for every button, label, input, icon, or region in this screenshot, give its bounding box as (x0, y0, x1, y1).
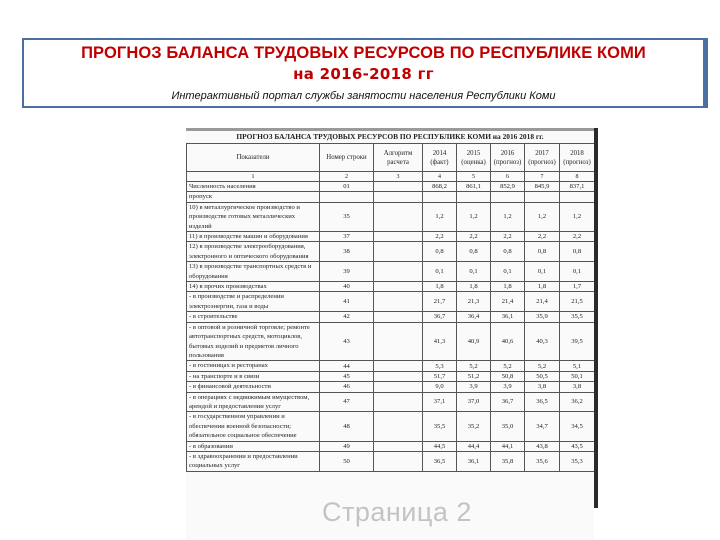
value-cell: 36,5 (423, 451, 457, 471)
slide-title-years: на 2016-2018 гг (293, 65, 434, 83)
value-cell (491, 192, 525, 202)
table-row (187, 451, 595, 471)
indicator-cell: - в образовании (187, 441, 320, 451)
algorithm-cell (374, 322, 423, 361)
value-cell: 852,9 (491, 182, 525, 192)
row-number-cell: 49 (320, 441, 374, 451)
value-cell (423, 192, 457, 202)
value-cell: 1,8 (491, 282, 525, 292)
row-number-cell (320, 192, 374, 202)
value-cell: 35,5 (423, 412, 457, 441)
algorithm-cell (374, 371, 423, 381)
table-row (187, 242, 595, 262)
value-cell: 35,0 (491, 412, 525, 441)
indicator-cell: 13) в производстве транспортных средств и оборудования (187, 262, 320, 282)
table-row (187, 192, 595, 202)
value-cell: 1,8 (457, 282, 491, 292)
algorithm-cell (374, 292, 423, 312)
value-cell: 0,8 (423, 242, 457, 262)
header-year: 2015 (оценка) (457, 144, 491, 172)
row-number-cell: 37 (320, 232, 374, 242)
row-number-cell: 44 (320, 361, 374, 371)
header-year: 2016 (прогноз) (491, 144, 525, 172)
value-cell: 2,2 (525, 232, 560, 242)
value-cell: 35,5 (560, 312, 595, 322)
value-cell: 1,2 (560, 202, 595, 231)
header-algorithm: Алгоритм расчета (374, 144, 423, 172)
row-number-cell: 50 (320, 451, 374, 471)
value-cell: 35,8 (491, 451, 525, 471)
value-cell: 1,8 (525, 282, 560, 292)
value-cell: 0,1 (560, 262, 595, 282)
algorithm-cell (374, 412, 423, 441)
row-number-cell: 41 (320, 292, 374, 312)
value-cell: 21,4 (491, 292, 525, 312)
value-cell: 21,3 (457, 292, 491, 312)
value-cell: 34,7 (525, 412, 560, 441)
value-cell: 34,5 (560, 412, 595, 441)
row-number-cell: 43 (320, 322, 374, 361)
algorithm-cell (374, 262, 423, 282)
algorithm-cell (374, 242, 423, 262)
table-row (187, 322, 595, 361)
value-cell: 43,5 (560, 441, 595, 451)
header-row-number: Номер строки (320, 144, 374, 172)
value-cell: 36,4 (457, 312, 491, 322)
value-cell (560, 192, 595, 202)
value-cell: 43,8 (525, 441, 560, 451)
value-cell: 1,8 (423, 282, 457, 292)
algorithm-cell (374, 182, 423, 192)
row-number-cell: 47 (320, 392, 374, 412)
value-cell: 51,7 (423, 371, 457, 381)
value-cell: 2,2 (457, 232, 491, 242)
value-cell: 35,6 (525, 451, 560, 471)
value-cell: 5,2 (457, 361, 491, 371)
table-row (187, 232, 595, 242)
value-cell: 50,5 (525, 371, 560, 381)
value-cell: 1,2 (457, 202, 491, 231)
value-cell: 37,1 (423, 392, 457, 412)
value-cell: 1,2 (525, 202, 560, 231)
indicator-cell: Численность населения (187, 182, 320, 192)
value-cell: 37,0 (457, 392, 491, 412)
value-cell: 21,5 (560, 292, 595, 312)
indicator-cell: - в строительстве (187, 312, 320, 322)
value-cell: 2,2 (491, 232, 525, 242)
value-cell: 5,3 (423, 361, 457, 371)
table-row (187, 382, 595, 392)
page-watermark: Страница 2 (322, 497, 472, 527)
table-row (187, 441, 595, 451)
value-cell: 50,8 (491, 371, 525, 381)
table-row (187, 412, 595, 441)
value-cell: 5,2 (525, 361, 560, 371)
document-right-edge (594, 128, 598, 508)
indicator-cell: - в операциях с недвижимым имуществом, арендой и предоставлении услуг (187, 392, 320, 412)
table-row (187, 282, 595, 292)
algorithm-cell (374, 392, 423, 412)
value-cell: 1,2 (423, 202, 457, 231)
indicator-cell: - на транспорте и в связи (187, 371, 320, 381)
indicator-cell: пропуск (187, 192, 320, 202)
value-cell: 1,7 (560, 282, 595, 292)
scanned-document (186, 131, 594, 540)
indicator-cell: - в гостиницах и ресторанах (187, 361, 320, 371)
value-cell: 2,2 (560, 232, 595, 242)
value-cell: 1,2 (491, 202, 525, 231)
value-cell: 40,3 (525, 322, 560, 361)
row-number-cell: 42 (320, 312, 374, 322)
value-cell: 5,1 (560, 361, 595, 371)
value-cell (457, 192, 491, 202)
value-cell: 0,1 (423, 262, 457, 282)
value-cell: 3,9 (457, 382, 491, 392)
indicator-cell: 12) в производстве электрооборудования, электронного и оптического оборудования (187, 242, 320, 262)
algorithm-cell (374, 312, 423, 322)
value-cell: 36,7 (491, 392, 525, 412)
row-number-cell: 01 (320, 182, 374, 192)
table-row (187, 392, 595, 412)
value-cell: 39,5 (560, 322, 595, 361)
header-year: 2018 (прогноз) (560, 144, 595, 172)
value-cell: 21,7 (423, 292, 457, 312)
algorithm-cell (374, 232, 423, 242)
value-cell: 845,9 (525, 182, 560, 192)
indicator-cell: - в оптовой и розничной торговле; ремонте автотранспортных средств, мотоциклов, бытовых изделий и предметов личного пользования (187, 322, 320, 361)
value-cell: 3,8 (560, 382, 595, 392)
value-cell: 35,2 (457, 412, 491, 441)
algorithm-cell (374, 382, 423, 392)
value-cell: 36,5 (525, 392, 560, 412)
slide-subtitle: Интерактивный портал службы занятости населения Республики Коми (171, 90, 556, 102)
slide-title-box (22, 38, 708, 108)
value-cell: 837,1 (560, 182, 595, 192)
value-cell: 0,8 (491, 242, 525, 262)
row-number-cell: 46 (320, 382, 374, 392)
slide-title: ПРОГНОЗ БАЛАНСА ТРУДОВЫХ РЕСУРСОВ ПО РЕСПУБЛИКЕ КОМИ (81, 44, 646, 62)
value-cell: 44,5 (423, 441, 457, 451)
table-row (187, 371, 595, 381)
algorithm-cell (374, 451, 423, 471)
value-cell: 41,3 (423, 322, 457, 361)
indicator-cell: - в здравоохранении и предоставлении социальных услуг (187, 451, 320, 471)
value-cell: 0,8 (525, 242, 560, 262)
value-cell: 0,1 (525, 262, 560, 282)
value-cell: 0,1 (457, 262, 491, 282)
labor-balance-table (186, 143, 594, 472)
value-cell: 44,1 (491, 441, 525, 451)
value-cell: 40,6 (491, 322, 525, 361)
indicator-cell: - в финансовой деятельности (187, 382, 320, 392)
value-cell: 0,8 (560, 242, 595, 262)
algorithm-cell (374, 192, 423, 202)
indicator-cell: 14) в прочих производствах (187, 282, 320, 292)
algorithm-cell (374, 361, 423, 371)
indicator-cell: - в государственном управлении и обеспечении военной безопасности; обязательное социальное обеспечение (187, 412, 320, 441)
row-number-cell: 45 (320, 371, 374, 381)
value-cell: 40,9 (457, 322, 491, 361)
value-cell: 35,9 (525, 312, 560, 322)
indicator-cell: 11) в производстве машин и оборудования (187, 232, 320, 242)
value-cell: 3,9 (491, 382, 525, 392)
row-number-cell: 38 (320, 242, 374, 262)
row-number-cell: 39 (320, 262, 374, 282)
algorithm-cell (374, 282, 423, 292)
value-cell: 35,3 (560, 451, 595, 471)
value-cell: 36,2 (560, 392, 595, 412)
row-number-cell: 35 (320, 202, 374, 231)
value-cell: 868,2 (423, 182, 457, 192)
value-cell: 36,1 (491, 312, 525, 322)
value-cell: 51,2 (457, 371, 491, 381)
value-cell: 0,8 (457, 242, 491, 262)
indicator-cell: - в производстве и распределении электроэнергии, газа и воды (187, 292, 320, 312)
header-year: 2017 (прогноз) (525, 144, 560, 172)
value-cell: 5,2 (491, 361, 525, 371)
value-cell: 0,1 (491, 262, 525, 282)
value-cell: 21,4 (525, 292, 560, 312)
table-row (187, 182, 595, 192)
row-number-cell: 48 (320, 412, 374, 441)
algorithm-cell (374, 202, 423, 231)
indicator-cell: 10) в металлургическое производство и производстве готовых металлических изделий (187, 202, 320, 231)
table-row (187, 202, 595, 231)
row-number-cell: 40 (320, 282, 374, 292)
algorithm-cell (374, 441, 423, 451)
value-cell: 9,0 (423, 382, 457, 392)
value-cell: 2,2 (423, 232, 457, 242)
value-cell: 36,7 (423, 312, 457, 322)
header-indicator: Показатели (187, 144, 320, 172)
table-row (187, 361, 595, 371)
value-cell: 44,4 (457, 441, 491, 451)
table-row (187, 292, 595, 312)
header-year: 2014 (факт) (423, 144, 457, 172)
table-row (187, 312, 595, 322)
document-title: ПРОГНОЗ БАЛАНСА ТРУДОВЫХ РЕСУРСОВ ПО РЕСПУБЛИКЕ КОМИ на 2016 2018 гг. (236, 132, 544, 141)
value-cell: 3,8 (525, 382, 560, 392)
value-cell (525, 192, 560, 202)
column-index-row: 1 2 3 4 5 6 7 8 (187, 172, 595, 182)
value-cell: 50,1 (560, 371, 595, 381)
table-row (187, 262, 595, 282)
value-cell: 861,1 (457, 182, 491, 192)
value-cell: 36,1 (457, 451, 491, 471)
